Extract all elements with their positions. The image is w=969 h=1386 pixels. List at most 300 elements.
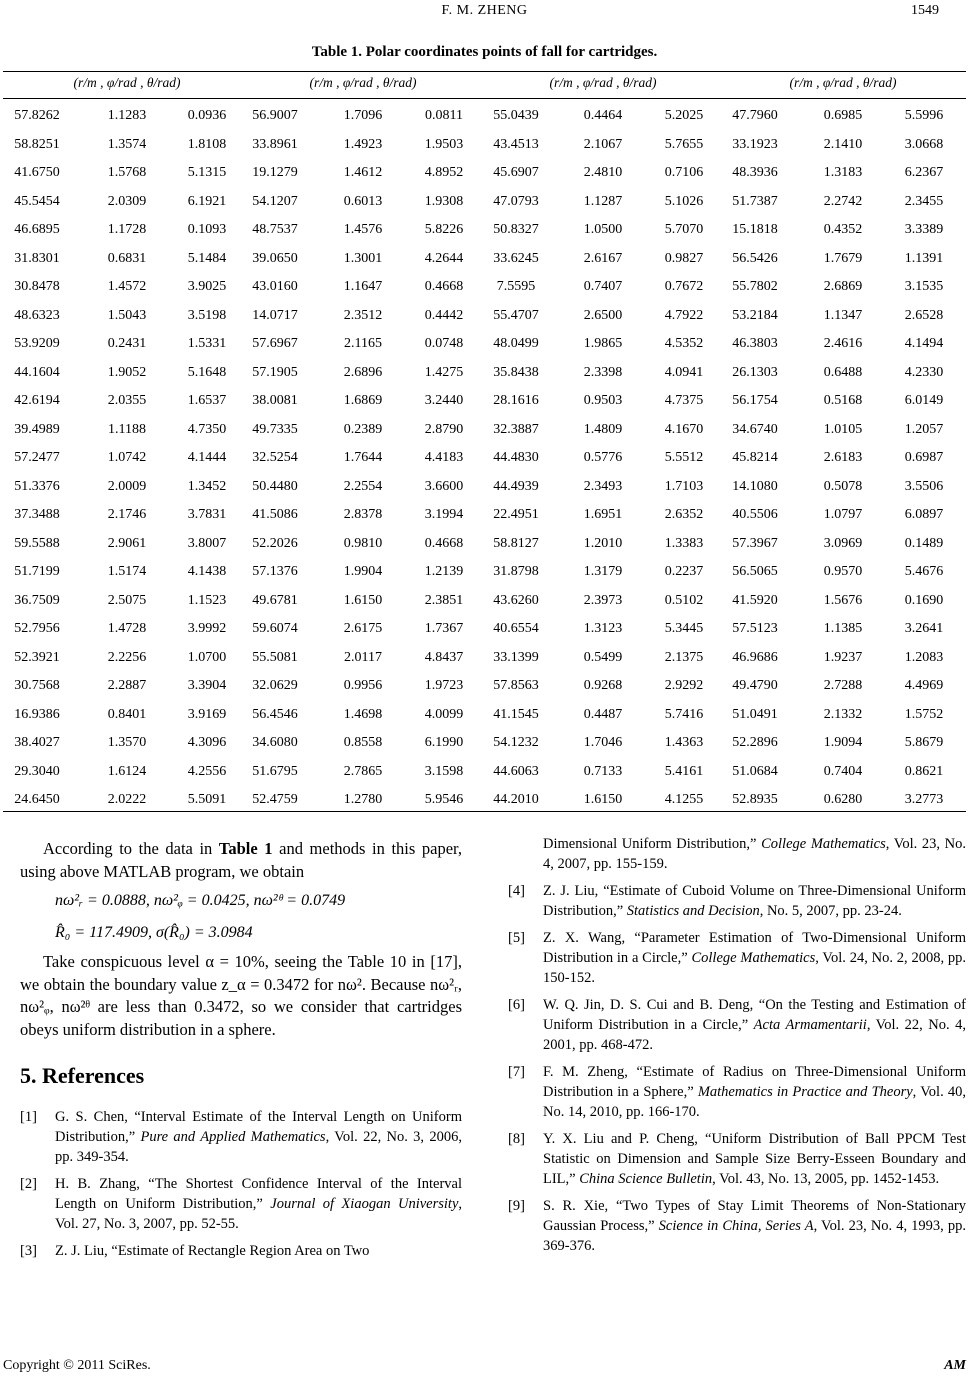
table-cell: 57.1905 bbox=[252, 364, 298, 380]
table-cell: 32.3887 bbox=[493, 421, 539, 437]
table-row bbox=[0, 643, 969, 672]
table-cell: 1.4698 bbox=[343, 706, 383, 722]
table-cell: 44.2010 bbox=[493, 792, 539, 807]
table-cell: 26.1303 bbox=[732, 364, 778, 380]
table-cell: 52.3921 bbox=[14, 649, 60, 665]
table-row bbox=[0, 158, 969, 187]
table-cell: 14.0717 bbox=[252, 307, 298, 323]
table-cell: 1.2139 bbox=[424, 564, 464, 579]
table-cell: 49.4790 bbox=[732, 678, 778, 693]
reference-item bbox=[508, 1129, 966, 1189]
table-cell: 1.4728 bbox=[107, 621, 147, 636]
table-caption: Table 1. Polar coordinates points of fall for cartridges. bbox=[311, 44, 658, 60]
text-span: F. M. Zheng, “Estimate of Radius on Three-Dimensional Uniform Distribution in a Sphere,” bbox=[543, 1064, 966, 1100]
table-cell: 56.1754 bbox=[732, 393, 778, 408]
text-span: , Vol. 40, No. 14, 2010, pp. 166-170. bbox=[543, 1084, 966, 1120]
table-cell: 16.9386 bbox=[14, 706, 60, 722]
table-cell: 1.5752 bbox=[904, 706, 944, 722]
table-cell: 1.1287 bbox=[583, 193, 623, 209]
table-cell: 0.6488 bbox=[823, 364, 863, 380]
table-cell: 2.6352 bbox=[664, 507, 704, 522]
table-cell: 2.1746 bbox=[107, 507, 147, 522]
table-cell: 4.7922 bbox=[664, 307, 704, 323]
table-cell: 46.6895 bbox=[14, 222, 60, 237]
table-cell: 1.1347 bbox=[823, 307, 863, 323]
table-cell: 52.8935 bbox=[732, 792, 778, 807]
text-span: , Vol. 23, No. 4, 1993, pp. 369-376. bbox=[543, 1218, 966, 1254]
reference-number: [7] bbox=[508, 1064, 525, 1080]
column-group-header: (r/m , φ/rad , θ/rad) bbox=[309, 75, 417, 90]
table-body bbox=[0, 101, 969, 814]
table-cell: 1.7046 bbox=[583, 735, 623, 750]
table-cell: 2.1332 bbox=[823, 706, 863, 722]
table-cell: 55.4707 bbox=[493, 307, 539, 323]
table-cell: 37.3488 bbox=[14, 507, 60, 522]
table-cell: 5.7070 bbox=[664, 222, 704, 237]
table-cell: 1.9865 bbox=[583, 336, 623, 351]
table-cell: 51.7199 bbox=[14, 564, 60, 579]
table-cell: 0.4352 bbox=[823, 222, 863, 237]
table-cell: 1.5331 bbox=[187, 336, 227, 351]
table-cell: 59.6074 bbox=[252, 621, 298, 636]
table-cell: 1.1391 bbox=[904, 250, 944, 266]
table-cell: 33.6245 bbox=[493, 250, 539, 266]
reference-item bbox=[508, 928, 966, 988]
table-cell: 1.4809 bbox=[583, 421, 623, 437]
table-cell: 48.3936 bbox=[732, 165, 778, 180]
table-cell: 1.2010 bbox=[583, 535, 623, 551]
table-row bbox=[0, 614, 969, 643]
table-cell: 4.3096 bbox=[187, 735, 227, 750]
table-cell: 5.7416 bbox=[664, 706, 704, 722]
table-cell: 54.1207 bbox=[252, 193, 298, 209]
table-cell: 47.7960 bbox=[732, 108, 778, 123]
table-cell: 51.0491 bbox=[732, 706, 778, 722]
text-span: and methods in this paper, using above MATLAB program, we obtain bbox=[20, 839, 463, 881]
reference-continuation bbox=[508, 834, 966, 874]
text-span: H. B. Zhang, “The Shortest Confidence Interval of the Interval Length on Uniform Distribution,” bbox=[55, 1176, 462, 1213]
left-column bbox=[20, 838, 462, 1268]
table-cell: 31.8798 bbox=[493, 564, 539, 579]
table-cell: 2.3455 bbox=[904, 193, 944, 209]
table-cell: 51.0684 bbox=[732, 763, 778, 779]
table-cell: 3.1535 bbox=[904, 279, 944, 294]
table-cell: 40.5506 bbox=[732, 507, 778, 522]
table-cell: 31.8301 bbox=[14, 250, 60, 266]
reference-text bbox=[543, 881, 966, 921]
table-cell: 0.2431 bbox=[107, 336, 147, 351]
table-cell: 33.1399 bbox=[493, 649, 539, 665]
table-cell: 1.9308 bbox=[424, 193, 464, 209]
table-cell: 0.7106 bbox=[664, 165, 704, 180]
table-cell: 35.8438 bbox=[493, 364, 539, 380]
table-cell: 5.5996 bbox=[904, 108, 944, 123]
table-cell: 49.7335 bbox=[252, 421, 298, 437]
reference-item bbox=[20, 1241, 462, 1261]
table-cell: 53.9209 bbox=[14, 336, 60, 351]
table-cell: 3.5198 bbox=[187, 307, 227, 323]
table-cell: 4.0941 bbox=[664, 364, 704, 380]
table-cell: 58.8127 bbox=[493, 535, 539, 551]
table-cell: 0.9827 bbox=[664, 250, 704, 266]
table-cell: 3.2773 bbox=[904, 792, 944, 807]
journal-name: Mathematics in Practice and Theory bbox=[697, 1084, 913, 1100]
table-cell: 0.8558 bbox=[343, 735, 383, 750]
reference-number: [8] bbox=[508, 1131, 525, 1147]
table-row bbox=[0, 671, 969, 700]
table-cell: 2.0355 bbox=[107, 393, 147, 408]
journal-name: Pure and Applied Mathematics bbox=[140, 1129, 326, 1146]
table-cell: 1.1728 bbox=[107, 222, 147, 237]
table-cell: 44.6063 bbox=[493, 763, 539, 779]
table-cell: 1.3001 bbox=[343, 250, 383, 266]
table-cell: 3.8007 bbox=[187, 535, 227, 551]
table-cell: 2.0009 bbox=[107, 478, 147, 494]
reference-number: [5] bbox=[508, 930, 525, 946]
column-group-header: (r/m , φ/rad , θ/rad) bbox=[549, 75, 657, 90]
table-cell: 4.1444 bbox=[187, 450, 227, 465]
table-cell: 1.2780 bbox=[343, 792, 383, 807]
table-cell: 2.2887 bbox=[107, 678, 147, 693]
table-cell: 39.0650 bbox=[252, 250, 298, 266]
table-cell: 0.7672 bbox=[664, 279, 704, 294]
reference-number: [9] bbox=[508, 1198, 525, 1214]
table-cell: 57.6967 bbox=[252, 336, 298, 351]
table-cell: 5.8226 bbox=[424, 222, 464, 237]
table-cell: 1.6537 bbox=[187, 393, 227, 408]
table-row bbox=[0, 272, 969, 301]
reference-text bbox=[543, 928, 966, 988]
table-row bbox=[0, 301, 969, 330]
table-cell: 1.4923 bbox=[343, 136, 383, 152]
reference-text bbox=[543, 1129, 966, 1189]
table-cell: 5.8679 bbox=[904, 735, 944, 750]
reference-item bbox=[508, 1062, 966, 1122]
table-cell: 1.0742 bbox=[107, 450, 147, 465]
table-cell: 56.9007 bbox=[252, 108, 298, 123]
table-row bbox=[0, 586, 969, 615]
table-cell: 56.5065 bbox=[732, 564, 778, 579]
table-cell: 0.6831 bbox=[107, 250, 147, 266]
table-cell: 49.6781 bbox=[252, 592, 298, 608]
table-cell: 59.5588 bbox=[14, 535, 60, 551]
table-cell: 0.6013 bbox=[343, 193, 383, 209]
table-cell: 42.6194 bbox=[14, 393, 60, 408]
table-cell: 1.4572 bbox=[107, 279, 147, 294]
table-cell: 2.7865 bbox=[343, 763, 383, 779]
table-cell: 32.0629 bbox=[252, 678, 298, 693]
table-cell: 4.8952 bbox=[424, 165, 464, 180]
text-span: G. S. Chen, “Interval Estimate of the Interval Length on Uniform Distribution,” bbox=[55, 1109, 462, 1146]
reference-text bbox=[543, 1196, 966, 1256]
table-cell: 7.5595 bbox=[496, 279, 536, 294]
table-cell: 0.5078 bbox=[823, 478, 863, 494]
table-cell: 3.9169 bbox=[187, 706, 227, 722]
table-row bbox=[0, 500, 969, 529]
table-cell: 0.1690 bbox=[904, 592, 944, 608]
table-cell: 2.3973 bbox=[583, 592, 623, 608]
table-cell: 4.4969 bbox=[904, 678, 944, 693]
text-span: Dimensional Uniform Distribution,” bbox=[543, 836, 762, 852]
table-cell: 1.6124 bbox=[107, 763, 147, 779]
equation-statistics: nω²ᵣ = 0.0888, nω²ᵩ = 0.0425, nω²ᶿ = 0.0749 bbox=[55, 892, 346, 910]
table-cell: 4.1670 bbox=[664, 421, 704, 437]
table-cell: 0.4442 bbox=[424, 307, 464, 323]
table-cell: 4.1494 bbox=[904, 336, 944, 351]
table-cell: 0.6280 bbox=[823, 792, 863, 807]
right-column bbox=[508, 834, 966, 1263]
table-cell: 0.9503 bbox=[583, 393, 623, 408]
table-cell: 1.3383 bbox=[664, 535, 704, 551]
table-cell: 41.1545 bbox=[493, 706, 539, 722]
footer-copyright: Copyright © 2011 SciRes. bbox=[3, 1358, 151, 1373]
table-cell: 48.6323 bbox=[14, 307, 60, 323]
table-cell: 39.4989 bbox=[14, 421, 60, 437]
reference-item bbox=[508, 1196, 966, 1256]
table-cell: 2.5075 bbox=[107, 592, 147, 608]
reference-list-left bbox=[20, 1107, 462, 1261]
table-cell: 51.3376 bbox=[14, 478, 60, 494]
table-row bbox=[0, 329, 969, 358]
table-cell: 2.4616 bbox=[823, 336, 863, 351]
table-cell: 19.1279 bbox=[252, 165, 298, 180]
table-cell: 2.0117 bbox=[344, 649, 382, 665]
table-cell: 1.9723 bbox=[424, 678, 464, 693]
table-cell: 1.6951 bbox=[583, 507, 623, 522]
table-cell: 0.9956 bbox=[343, 678, 383, 693]
journal-name: Statistics and Decision bbox=[626, 903, 760, 919]
column-group-header: (r/m , φ/rad , θ/rad) bbox=[789, 75, 897, 90]
reference-number: [2] bbox=[20, 1176, 37, 1193]
table-cell: 30.8478 bbox=[14, 279, 60, 294]
table-cell: 0.9810 bbox=[343, 535, 383, 551]
reference-text bbox=[543, 1062, 966, 1122]
table-cell: 5.1315 bbox=[187, 165, 227, 180]
table-cell: 43.6260 bbox=[493, 592, 539, 608]
reference-text bbox=[55, 1174, 462, 1234]
table-cell: 1.6150 bbox=[583, 792, 623, 807]
table-cell: 0.4464 bbox=[583, 108, 623, 123]
table-cell: 2.6183 bbox=[823, 450, 863, 465]
table-cell: 53.2184 bbox=[732, 307, 778, 323]
table-cell: 4.5352 bbox=[664, 336, 704, 351]
table-cell: 0.8401 bbox=[107, 706, 147, 722]
journal-name: Science in China, Series A bbox=[658, 1218, 814, 1234]
table-cell: 44.4830 bbox=[493, 450, 539, 465]
table-cell: 44.1604 bbox=[14, 364, 60, 380]
table-cell: 4.2644 bbox=[424, 250, 464, 266]
table-cell: 5.4676 bbox=[904, 564, 944, 579]
table-cell: 1.5676 bbox=[823, 592, 863, 608]
text-span: Z. J. Liu, “Estimate of Cuboid Volume on Three-Dimensional Uniform Distribution,” bbox=[543, 883, 966, 919]
table-cell: 1.3183 bbox=[823, 165, 863, 180]
table-row bbox=[0, 472, 969, 501]
table-cell: 0.9268 bbox=[583, 678, 623, 693]
table-cell: 41.5920 bbox=[732, 592, 778, 608]
table-cell: 2.1165 bbox=[344, 336, 382, 351]
table-cell: 2.0222 bbox=[107, 792, 147, 807]
table-cell: 1.4612 bbox=[343, 165, 383, 180]
table-cell: 2.7288 bbox=[823, 678, 863, 693]
table-cell: 2.1067 bbox=[583, 136, 623, 152]
table-cell: 6.1990 bbox=[424, 735, 464, 750]
table-row bbox=[0, 130, 969, 159]
table-cell: 4.1255 bbox=[664, 792, 704, 807]
table-cell: 2.6869 bbox=[823, 279, 863, 294]
table-cell: 56.4546 bbox=[252, 706, 298, 722]
table-cell: 4.7350 bbox=[187, 421, 227, 437]
table-cell: 4.2330 bbox=[904, 364, 944, 380]
table-cell: 43.0160 bbox=[252, 279, 298, 294]
table-cell: 3.9025 bbox=[187, 279, 227, 294]
table-cell: 3.1994 bbox=[424, 507, 464, 522]
table-cell: 4.1438 bbox=[187, 564, 227, 579]
table-cell: 55.0439 bbox=[493, 108, 539, 123]
table-cell: 4.7375 bbox=[664, 393, 704, 408]
table-cell: 45.6907 bbox=[493, 165, 539, 180]
table-row bbox=[0, 101, 969, 130]
reference-number: [3] bbox=[20, 1243, 37, 1260]
table-cell: 6.2367 bbox=[904, 165, 944, 180]
table-cell: 24.6450 bbox=[14, 792, 60, 807]
table-row bbox=[0, 557, 969, 586]
table-cell: 2.8378 bbox=[343, 507, 383, 522]
table-row bbox=[0, 415, 969, 444]
table-cell: 1.7096 bbox=[343, 108, 383, 123]
running-header-author: F. M. ZHENG bbox=[441, 3, 528, 18]
reference-item bbox=[20, 1107, 462, 1167]
table-cell: 5.1484 bbox=[187, 250, 227, 266]
table-cell: 33.8961 bbox=[252, 136, 298, 152]
table-cell: 2.6500 bbox=[583, 307, 623, 323]
table-cell: 0.6985 bbox=[823, 108, 863, 123]
text-span: , Vol. 24, No. 2, 2008, pp. 150-152. bbox=[543, 950, 966, 986]
table-cell: 38.4027 bbox=[14, 735, 60, 750]
table-cell: 2.3398 bbox=[583, 364, 623, 380]
table-cell: 47.0793 bbox=[493, 193, 539, 209]
table-cell: 1.5043 bbox=[107, 307, 147, 323]
table-cell: 2.8790 bbox=[424, 421, 464, 437]
table-cell: 1.8108 bbox=[187, 136, 227, 152]
text-span: Y. X. Liu and P. Cheng, “Uniform Distribution of Ball PPCM Test Statistic on Dimension and Sample Size Berry-Esseen Boundary and LIL,” bbox=[543, 1131, 966, 1187]
table-cell: 3.0668 bbox=[904, 136, 944, 152]
table-cell: 28.1616 bbox=[493, 393, 539, 408]
table-cell: 3.0969 bbox=[823, 535, 863, 551]
text-span: , Vol. 23, No. 4, 2007, pp. 155-159. bbox=[543, 836, 966, 872]
table-cell: 2.6175 bbox=[343, 621, 383, 636]
reference-item bbox=[508, 995, 966, 1055]
table-cell: 1.6150 bbox=[343, 592, 383, 608]
table-cell: 3.6600 bbox=[424, 478, 464, 494]
table-cell: 41.6750 bbox=[14, 165, 60, 180]
table-cell: 58.8251 bbox=[14, 136, 60, 152]
table-cell: 30.7568 bbox=[14, 678, 60, 693]
table-row bbox=[0, 386, 969, 415]
reference-text bbox=[55, 1107, 462, 1167]
table-cell: 5.5091 bbox=[187, 792, 227, 807]
table-top-rule bbox=[3, 71, 966, 72]
table-cell: 3.3904 bbox=[187, 678, 227, 693]
table-cell: 1.7367 bbox=[424, 621, 464, 636]
table-cell: 1.3123 bbox=[583, 621, 623, 636]
table-cell: 3.2641 bbox=[904, 621, 944, 636]
table-cell: 2.1375 bbox=[664, 649, 704, 665]
reference-list-right bbox=[508, 881, 966, 1256]
table-cell: 52.7956 bbox=[14, 621, 60, 636]
table-cell: 14.1080 bbox=[732, 478, 778, 494]
table-cell: 2.2256 bbox=[107, 649, 147, 665]
table-cell: 3.2440 bbox=[424, 393, 464, 408]
table-cell: 52.4759 bbox=[252, 792, 298, 807]
reference-number: [1] bbox=[20, 1109, 37, 1126]
table-cell: 1.4275 bbox=[424, 364, 464, 380]
table-cell: 1.1523 bbox=[187, 592, 227, 608]
table-cell: 6.0897 bbox=[904, 507, 944, 522]
table-cell: 1.9904 bbox=[343, 564, 383, 579]
table-cell: 46.9686 bbox=[732, 649, 778, 665]
table-cell: 43.4513 bbox=[493, 136, 539, 152]
table-cell: 6.1921 bbox=[187, 193, 227, 209]
table-cell: 6.0149 bbox=[904, 393, 944, 408]
table-row bbox=[0, 244, 969, 273]
column-group-header: (r/m , φ/rad , θ/rad) bbox=[73, 75, 181, 90]
table-cell: 50.4480 bbox=[252, 478, 298, 494]
table-cell: 0.5102 bbox=[664, 592, 704, 608]
table-cell: 1.0700 bbox=[187, 649, 227, 665]
table-cell: 29.3040 bbox=[14, 763, 60, 779]
table-row bbox=[0, 700, 969, 729]
table-cell: 1.5768 bbox=[107, 165, 147, 180]
journal-name: College Mathematics bbox=[761, 836, 886, 852]
table-cell: 2.2742 bbox=[823, 193, 863, 209]
table-row bbox=[0, 443, 969, 472]
table-cell: 51.7387 bbox=[732, 193, 778, 209]
reference-number: [6] bbox=[508, 997, 525, 1013]
table-cell: 0.7404 bbox=[823, 763, 863, 779]
table-row bbox=[0, 215, 969, 244]
table-cell: 46.3803 bbox=[732, 336, 778, 351]
table-cell: 54.1232 bbox=[493, 735, 539, 750]
table-cell: 3.3389 bbox=[904, 222, 944, 237]
table-cell: 0.8621 bbox=[904, 763, 944, 779]
text-span: , Vol. 27, No. 3, 2007, pp. 52-55. bbox=[55, 1196, 463, 1233]
table-cell: 0.6987 bbox=[904, 450, 944, 465]
table-cell: 1.6869 bbox=[343, 393, 383, 408]
table-cell: 3.1598 bbox=[424, 763, 464, 779]
text-span: Z. X. Wang, “Parameter Estimation of Two-Dimensional Uniform Distribution in a Circle,” bbox=[543, 930, 966, 966]
journal-name: China Science Bulletin bbox=[579, 1171, 713, 1187]
text-span: , Vol. 43, No. 13, 2005, pp. 1452-1453. bbox=[712, 1171, 940, 1187]
table-cell: 45.5454 bbox=[14, 193, 60, 209]
table-cell: 0.5499 bbox=[583, 649, 623, 665]
journal-name: Acta Armamentarii bbox=[753, 1017, 867, 1033]
equation-radius-estimate: R̂₀ = 117.4909, σ(R̂₀) = 3.0984 bbox=[55, 923, 253, 941]
table-cell: 2.6528 bbox=[904, 307, 944, 323]
table-cell: 1.2057 bbox=[904, 421, 944, 437]
table-cell: 5.1648 bbox=[187, 364, 227, 380]
table-cell: 48.0499 bbox=[493, 336, 539, 351]
table-cell: 5.3445 bbox=[664, 621, 704, 636]
table-cell: 1.1385 bbox=[823, 621, 863, 636]
table-cell: 2.9292 bbox=[664, 678, 704, 693]
journal-name: College Mathematics bbox=[691, 950, 816, 966]
table-cell: 1.9503 bbox=[424, 136, 464, 152]
table-cell: 1.0105 bbox=[823, 421, 863, 437]
table-cell: 22.4951 bbox=[493, 507, 539, 522]
table-row bbox=[0, 757, 969, 786]
table-cell: 33.1923 bbox=[732, 136, 778, 152]
table-cell: 45.8214 bbox=[732, 450, 778, 465]
